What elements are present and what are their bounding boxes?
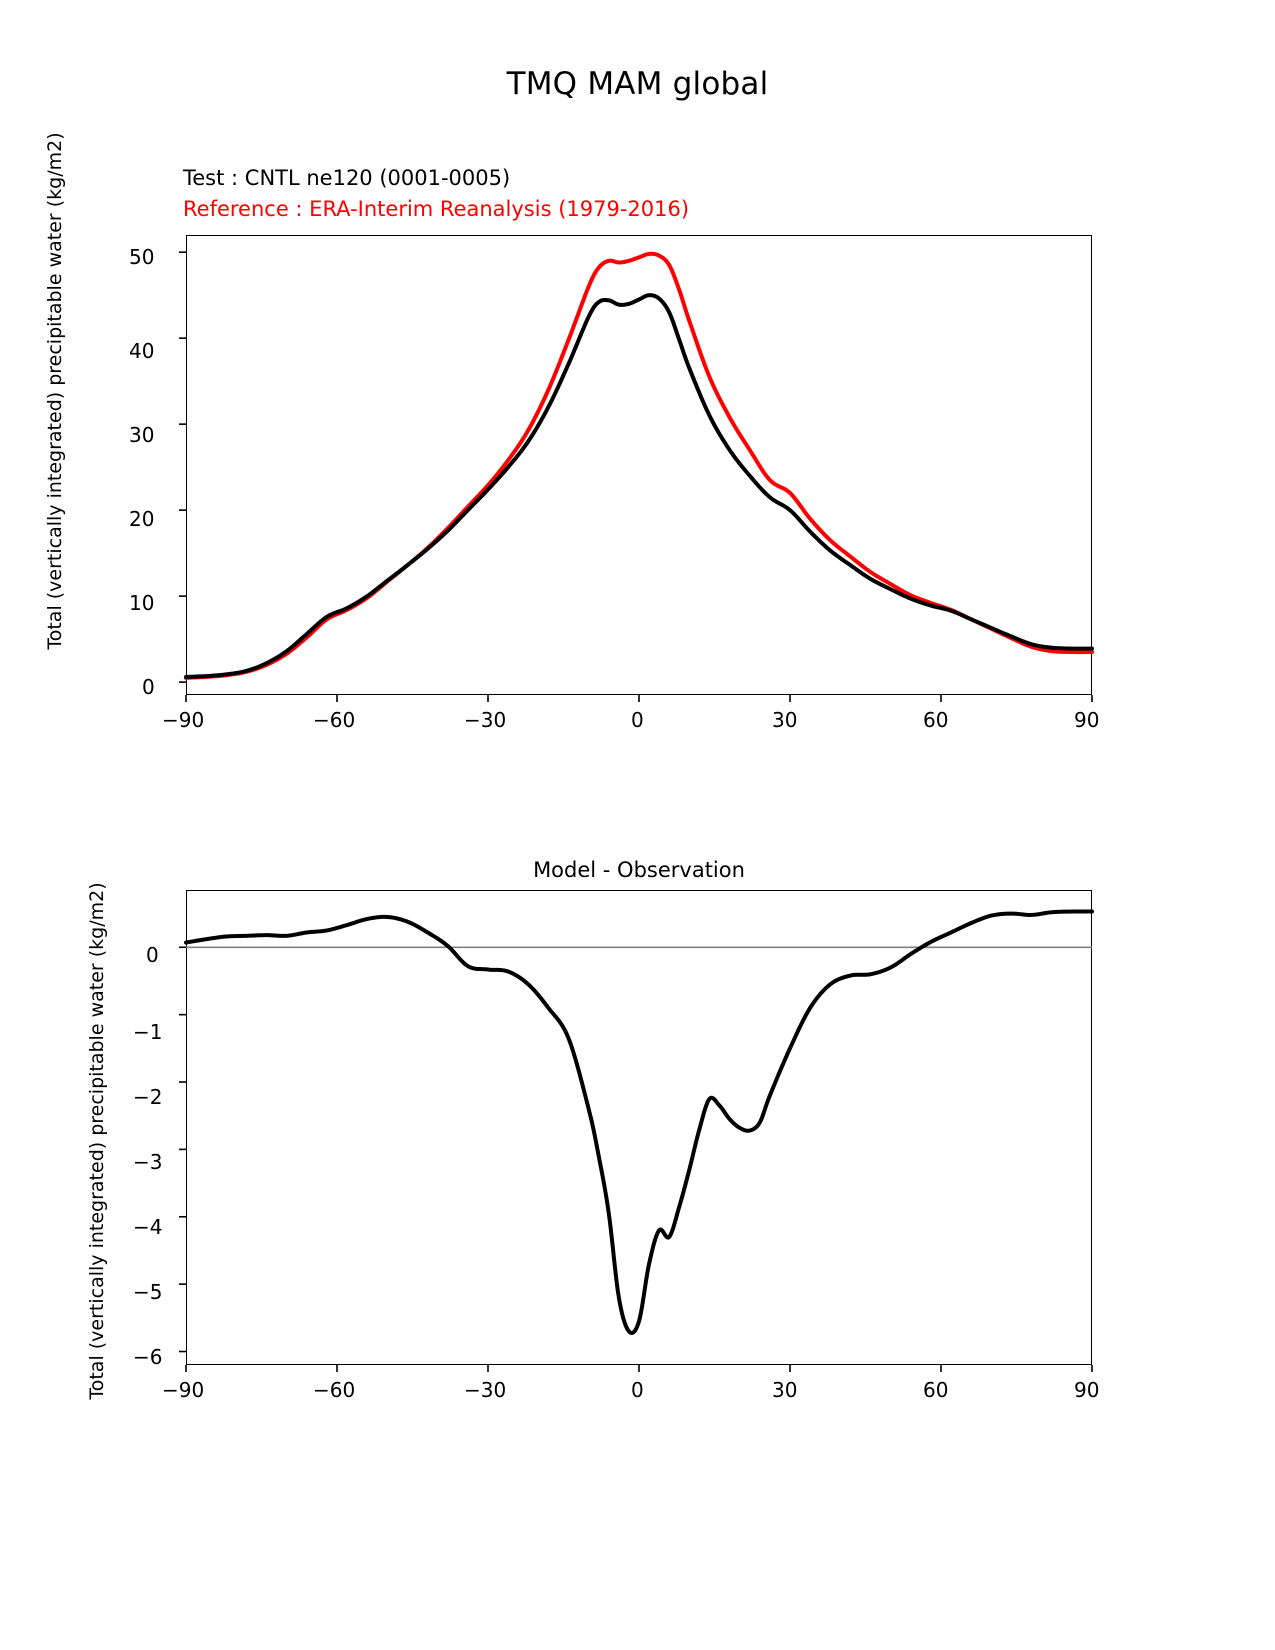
panel1-ytick-50: 50 <box>129 245 155 269</box>
panel2-ytick-m4: −4 <box>133 1215 163 1239</box>
panel1-ytick-40: 40 <box>129 339 155 363</box>
panel1-xtick-m30: −30 <box>464 708 507 732</box>
panel2-xtick-m90: −90 <box>162 1378 205 1402</box>
panel2-y-axis-label: Total (vertically integrated) precipitable water (kg/m2) <box>86 882 108 1400</box>
panel2-difference-curve <box>186 912 1092 1333</box>
panel2-xtick-m30: −30 <box>464 1378 507 1402</box>
panel1-y-axis-label: Total (vertically integrated) precipitable water (kg/m2) <box>44 132 66 650</box>
panel2-ytick-m3: −3 <box>133 1150 163 1174</box>
panel2-ytick-m2: −2 <box>133 1085 163 1109</box>
panel2-ytick-m5: −5 <box>133 1280 163 1304</box>
panel1-xtick-0: 0 <box>631 708 644 732</box>
panel2-xtick-m60: −60 <box>313 1378 356 1402</box>
panel1-ytick-10: 10 <box>129 591 155 615</box>
panel2-xtick-30: 30 <box>772 1378 798 1402</box>
figure-title: TMQ MAM global <box>506 66 769 102</box>
legend-reference-label: Reference : ERA-Interim Reanalysis (1979-2016) <box>183 197 690 221</box>
panel1-ytick-20: 20 <box>129 507 155 531</box>
panel2-ytick-m1: −1 <box>133 1020 163 1044</box>
panel1-xtick-60: 60 <box>923 708 949 732</box>
panel1-ytick-0: 0 <box>142 675 155 699</box>
panel2-xtick-0: 0 <box>631 1378 644 1402</box>
panel1-xtick-90: 90 <box>1074 708 1100 732</box>
panel2-title: Model - Observation <box>533 858 745 882</box>
panel1-xtick-m60: −60 <box>313 708 356 732</box>
panel2-xtick-90: 90 <box>1074 1378 1100 1402</box>
panel2-ytick-0: 0 <box>146 943 159 967</box>
legend-test-label: Test : CNTL ne120 (0001-0005) <box>183 166 511 190</box>
panel2-ytick-m6: −6 <box>133 1345 163 1369</box>
panel2-xtick-60: 60 <box>923 1378 949 1402</box>
panel1-tick-marks <box>179 252 1092 702</box>
panel1-xtick-m90: −90 <box>162 708 205 732</box>
panel1-xtick-30: 30 <box>772 708 798 732</box>
panel2-tick-marks <box>179 947 1092 1372</box>
panel1-test-curve <box>186 295 1092 677</box>
panel1-ytick-30: 30 <box>129 423 155 447</box>
